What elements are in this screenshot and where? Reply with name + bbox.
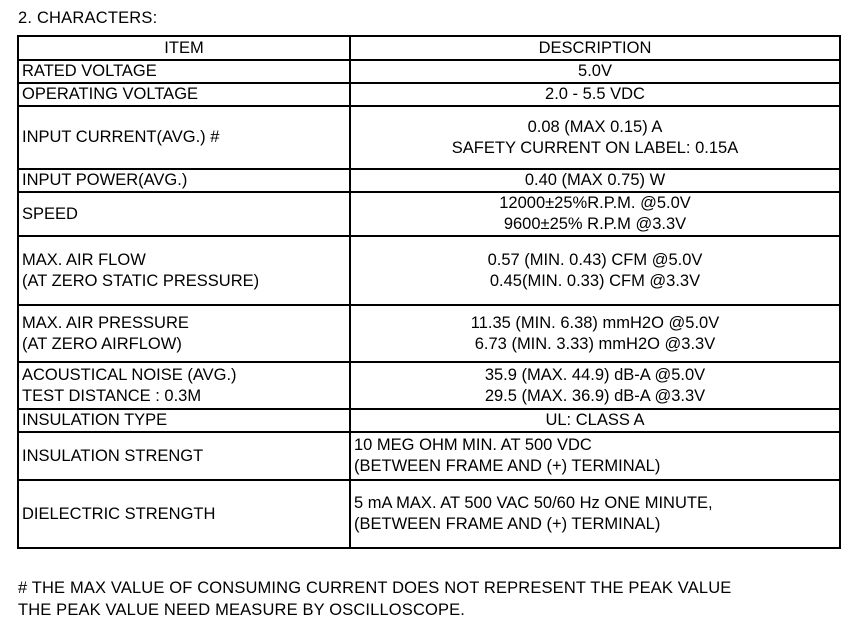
item-text: OPERATING VOLTAGE bbox=[22, 85, 199, 103]
description-text: 12000±25%R.P.M. @5.0V bbox=[499, 194, 691, 212]
item-cell bbox=[18, 480, 350, 548]
description-text: 2.0 - 5.5 VDC bbox=[545, 85, 645, 103]
item-text: INSULATION STRENGT bbox=[22, 446, 204, 465]
item-cell bbox=[18, 362, 350, 409]
item-text: (AT ZERO AIRFLOW) bbox=[22, 334, 182, 353]
item-cell bbox=[18, 409, 350, 432]
item-cell bbox=[18, 432, 350, 480]
description-cell bbox=[350, 480, 840, 548]
table-header-row bbox=[18, 36, 840, 60]
item-cell bbox=[18, 106, 350, 169]
item-text: (AT ZERO STATIC PRESSURE) bbox=[22, 271, 260, 290]
table-row bbox=[18, 432, 840, 480]
description-text: SAFETY CURRENT ON LABEL: 0.15A bbox=[451, 138, 739, 157]
table-body bbox=[18, 60, 840, 548]
description-cell bbox=[350, 236, 840, 305]
header-description: DESCRIPTION bbox=[350, 36, 840, 60]
table-row bbox=[18, 409, 840, 432]
description-cell bbox=[350, 362, 840, 409]
item-text: RATED VOLTAGE bbox=[22, 62, 157, 80]
description-cell bbox=[350, 192, 840, 236]
description-cell bbox=[350, 83, 840, 106]
item-cell bbox=[18, 60, 350, 83]
item-text: INSULATION TYPE bbox=[22, 411, 168, 429]
description-text: 5 mA MAX. AT 500 VAC 50/60 Hz ONE MINUTE, bbox=[354, 494, 713, 512]
description-text: 0.08 (MAX 0.15) A bbox=[527, 117, 663, 136]
description-cell bbox=[350, 409, 840, 432]
description-text: 9600±25% R.P.M @3.3V bbox=[503, 215, 687, 233]
description-cell bbox=[350, 305, 840, 362]
item-cell bbox=[18, 83, 350, 106]
table-row bbox=[18, 192, 840, 236]
item-text: ACOUSTICAL NOISE (AVG.) bbox=[22, 365, 237, 384]
item-cell bbox=[18, 192, 350, 236]
table-row bbox=[18, 60, 840, 83]
description-text: 10 MEG OHM MIN. AT 500 VDC bbox=[354, 436, 592, 454]
item-text: DIELECTRIC STRENGTH bbox=[22, 504, 216, 523]
item-text: MAX. AIR PRESSURE bbox=[22, 313, 189, 332]
description-text: (BETWEEN FRAME AND (+) TERMINAL) bbox=[354, 457, 661, 475]
description-text: 0.57 (MIN. 0.43) CFM @5.0V bbox=[487, 250, 703, 269]
description-text: (BETWEEN FRAME AND (+) TERMINAL) bbox=[354, 515, 661, 533]
description-text: UL: CLASS A bbox=[545, 411, 645, 429]
item-cell bbox=[18, 169, 350, 192]
table-row bbox=[18, 106, 840, 169]
footnote-line: THE PEAK VALUE NEED MEASURE BY OSCILLOSCOPE. bbox=[18, 601, 466, 619]
description-text: 5.0V bbox=[578, 62, 612, 80]
description-text: 11.35 (MIN. 6.38) mmH2O @5.0V bbox=[470, 313, 720, 332]
item-text: INPUT CURRENT(AVG.) # bbox=[22, 128, 220, 146]
section-title: 2. CHARACTERS: bbox=[18, 9, 158, 27]
item-text: INPUT POWER(AVG.) bbox=[22, 171, 188, 189]
table-row bbox=[18, 169, 840, 192]
item-text: SPEED bbox=[22, 204, 78, 223]
description-cell bbox=[350, 169, 840, 192]
table-row bbox=[18, 362, 840, 409]
description-text: 0.45(MIN. 0.33) CFM @3.3V bbox=[489, 271, 701, 290]
table-row bbox=[18, 305, 840, 362]
characteristics-table bbox=[17, 35, 841, 549]
description-text: 29.5 (MAX. 36.9) dB-A @3.3V bbox=[484, 386, 706, 405]
item-cell bbox=[18, 305, 350, 362]
header-item: ITEM bbox=[18, 36, 350, 60]
footnote bbox=[18, 577, 731, 621]
table-row bbox=[18, 83, 840, 106]
table-row bbox=[18, 480, 840, 548]
description-cell bbox=[350, 60, 840, 83]
table-row bbox=[18, 236, 840, 305]
item-cell bbox=[18, 236, 350, 305]
footnote-line: # THE MAX VALUE OF CONSUMING CURRENT DOES NOT REPRESENT THE PEAK VALUE bbox=[18, 579, 732, 597]
description-text: 0.40 (MAX 0.75) W bbox=[524, 171, 666, 189]
description-text: 6.73 (MIN. 3.33) mmH2O @3.3V bbox=[474, 334, 716, 353]
description-cell bbox=[350, 432, 840, 480]
item-text: MAX. AIR FLOW bbox=[22, 250, 146, 269]
description-text: 35.9 (MAX. 44.9) dB-A @5.0V bbox=[484, 365, 706, 384]
description-cell bbox=[350, 106, 840, 169]
item-text: TEST DISTANCE : 0.3M bbox=[22, 386, 202, 405]
